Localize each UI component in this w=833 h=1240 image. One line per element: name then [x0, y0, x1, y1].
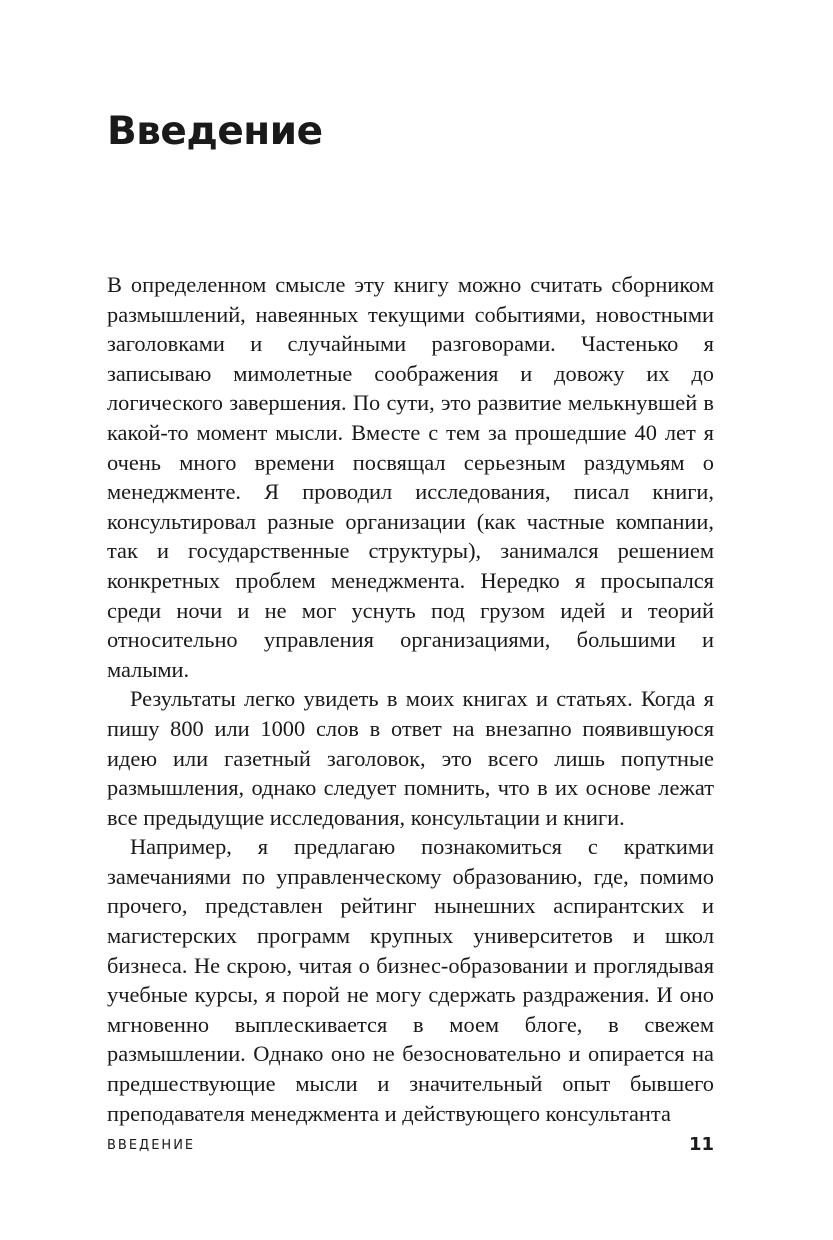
paragraph: Результаты легко увидеть в моих книгах и статьях. Когда я пишу 800 или 1000 слов в ответ на внезапно появившуюся идею или газетный заголовок, это всего лишь попутные размышления, однако следует помнить, что в их основе лежат все предыдущие исследования, консультации и книги. — [107, 686, 714, 830]
body-text — [107, 270, 714, 1128]
page-number: 11 — [688, 1134, 714, 1155]
page-title: Введение — [107, 109, 323, 154]
paragraph: Например, я предлагаю познакомиться с краткими замечаниями по управленческому образованию, где, помимо прочего, представлен рейтинг нынешних аспирантских и магистерских программ крупных университетов и школ бизнеса. Не скрою, читая о бизнес-образовании и проглядывая учебные курсы, я порой не могу сдержать раздражения. И оно мгновенно выплескивается в моем блоге, в свежем размышлении. Однако оно не безосновательно и опирается на предшествующие мысли и значительный опыт бывшего преподавателя менеджмента и действующего консультанта — [107, 834, 714, 1126]
running-head: ВВЕДЕНИЕ — [107, 1138, 196, 1153]
paragraph: В определенном смысле эту книгу можно считать сборником размышлений, навеянных текущими событиями, новостными заголовками и случайными разговорами. Частенько я записываю мимолетные соображения и довожу их до логического завершения. По сути, это развитие мелькнувшей в какой-то момент мысли. Вместе с тем за прошедшие 40 лет я очень много времени посвящал серьезным раздумьям о менеджменте. Я проводил исследования, писал книги, консультировал разные организации (как частные компании, так и государственные структуры), занимался решением конкретных проблем менеджмента. Нередко я просыпался среди ночи и не мог уснуть под грузом идей и теорий относительно управления организациями, большими и малыми. — [107, 272, 714, 682]
